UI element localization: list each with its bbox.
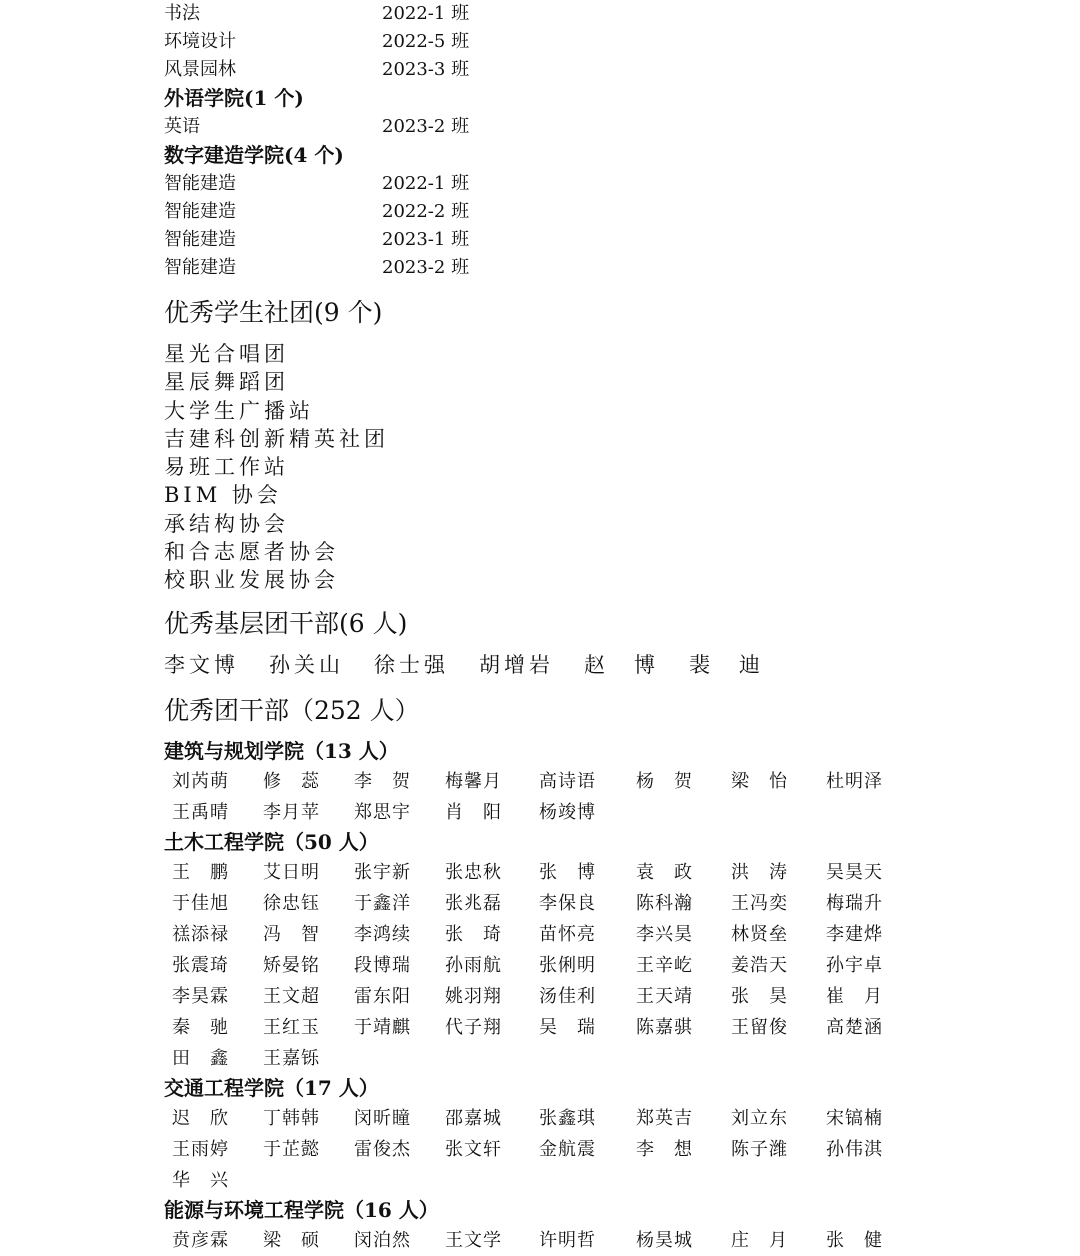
cadre-name-grid [164, 1225, 1064, 1256]
cadre-name: 张琦 [445, 923, 501, 945]
cadre-name: 杨贺 [636, 770, 692, 792]
cadre-name: 张俐明 [539, 954, 595, 976]
cadre-name: 李保良 [539, 892, 595, 914]
cadre-name: 禚添禄 [172, 923, 228, 945]
cadre-name: 高诗语 [539, 770, 595, 792]
class-name: 2023-2 班 [382, 116, 470, 137]
cadre-name: 艾日明 [263, 861, 319, 883]
cadre-name: 杨昊城 [636, 1229, 692, 1251]
grassroots-name: 徐士强 [374, 652, 449, 677]
cadre-name: 梁硕 [263, 1229, 319, 1251]
cadre-name: 袁政 [636, 861, 692, 883]
major-name: 智能建造 [164, 229, 236, 250]
cadre-name: 姚羽翔 [445, 985, 501, 1007]
cadre-name: 杜明泽 [826, 770, 882, 792]
cadre-name: 雷东阳 [354, 985, 410, 1007]
cadre-name: 李想 [636, 1138, 692, 1160]
grassroots-name: 胡增岩 [479, 652, 554, 677]
cadre-name: 邵嘉城 [445, 1107, 501, 1129]
club-item: 和合志愿者协会 [164, 540, 339, 565]
cadre-name: 张鑫琪 [539, 1107, 595, 1129]
club-item: 大学生广播站 [164, 398, 314, 423]
cadre-college-block [164, 828, 1064, 1074]
cadre-name: 刘芮萌 [172, 770, 228, 792]
cadre-name: 肖阳 [445, 801, 501, 823]
cadre-college-block [164, 1196, 1064, 1256]
cadre-name: 洪涛 [731, 861, 787, 883]
cadre-college-block [164, 1074, 1064, 1196]
cadre-name: 孙伟淇 [826, 1138, 882, 1160]
cadre-name: 王冯奕 [731, 892, 787, 914]
major-name: 书法 [164, 3, 200, 24]
cadre-name: 闵昕瞳 [354, 1107, 410, 1129]
cadre-name: 陈子潍 [731, 1138, 787, 1160]
cadre-name: 孙宇卓 [826, 954, 882, 976]
class-name: 2023-2 班 [382, 257, 470, 278]
class-row [164, 198, 1064, 226]
cadre-name-row [164, 1012, 1064, 1043]
class-row [164, 254, 1064, 282]
class-row [164, 170, 1064, 198]
cadre-name: 于靖麒 [354, 1016, 410, 1038]
cadre-name: 矫晏铭 [263, 954, 319, 976]
cadre-name: 李贺 [354, 770, 410, 792]
class-name: 2023-3 班 [382, 59, 470, 80]
cadre-name: 王辛屹 [636, 954, 692, 976]
cadre-name: 林贤垒 [731, 923, 787, 945]
cadre-name: 张震琦 [172, 954, 228, 976]
grassroots-name-list [164, 650, 1064, 680]
club-item: 星辰舞蹈团 [164, 370, 289, 395]
class-list [164, 113, 1064, 141]
cadre-name: 段博瑞 [354, 954, 410, 976]
class-name: 2022-2 班 [382, 201, 470, 222]
cadre-name: 庄月 [731, 1229, 787, 1251]
major-name: 智能建造 [164, 257, 236, 278]
college-heading: 外语学院(1 个) [164, 86, 304, 110]
cadre-name-row [164, 766, 1064, 797]
cadre-name: 王天靖 [636, 985, 692, 1007]
cadre-name: 王嘉铄 [263, 1047, 319, 1069]
cadre-name: 迟欣 [172, 1107, 228, 1129]
cadre-name: 于佳旭 [172, 892, 228, 914]
cadre-name-grid [164, 857, 1064, 1074]
cadre-name: 吴瑞 [539, 1016, 595, 1038]
grassroots-name: 裴 迪 [689, 652, 764, 677]
cadre-name: 雷俊杰 [354, 1138, 410, 1160]
cadre-name: 秦驰 [172, 1016, 228, 1038]
cadre-name: 张宇新 [354, 861, 410, 883]
section-title-grassroots: 优秀基层团干部(6 人) [164, 608, 408, 638]
class-name: 2022-1 班 [382, 3, 470, 24]
major-name: 风景园林 [164, 59, 236, 80]
cadre-name: 王文学 [445, 1229, 501, 1251]
cadre-name: 许明哲 [539, 1229, 595, 1251]
college-heading: 建筑与规划学院（13 人） [164, 738, 399, 763]
class-row [164, 56, 1064, 84]
cadre-name: 宋镐楠 [826, 1107, 882, 1129]
college-heading: 土木工程学院（50 人） [164, 829, 379, 854]
college-digital [164, 141, 1064, 282]
cadre-name: 张健 [826, 1229, 882, 1251]
document-page [164, 0, 1064, 1256]
cadre-name: 陈科瀚 [636, 892, 692, 914]
cadre-name: 姜浩天 [731, 954, 787, 976]
cadre-name-row [164, 857, 1064, 888]
cadre-name: 高楚涵 [826, 1016, 882, 1038]
cadre-name: 王鹏 [172, 861, 228, 883]
class-list-top [164, 0, 1064, 84]
cadre-name: 张忠秋 [445, 861, 501, 883]
class-row [164, 113, 1064, 141]
college-heading: 数字建造学院(4 个) [164, 143, 344, 167]
cadre-name: 梅馨月 [445, 770, 501, 792]
club-list [164, 340, 1064, 595]
major-name: 智能建造 [164, 201, 236, 222]
grassroots-name: 赵 博 [584, 652, 659, 677]
cadre-name: 吴昊天 [826, 861, 882, 883]
major-name: 英语 [164, 116, 200, 137]
section-title-clubs: 优秀学生社团(9 个) [164, 298, 383, 327]
cadre-name: 张昊 [731, 985, 787, 1007]
cadre-name: 梁怡 [731, 770, 787, 792]
cadre-name-row [164, 919, 1064, 950]
class-row [164, 226, 1064, 254]
cadre-name-row [164, 797, 1064, 828]
class-name: 2023-1 班 [382, 229, 470, 250]
cadre-name: 于芷懿 [263, 1138, 319, 1160]
cadre-name: 金航震 [539, 1138, 595, 1160]
cadre-name: 李鸿续 [354, 923, 410, 945]
cadre-name-row [164, 1103, 1064, 1134]
class-row [164, 28, 1064, 56]
cadre-name: 王文超 [263, 985, 319, 1007]
college-heading: 交通工程学院（17 人） [164, 1075, 379, 1100]
club-item: BIM 协会 [164, 483, 282, 508]
cadre-name-grid [164, 1103, 1064, 1196]
cadre-name: 苗怀亮 [539, 923, 595, 945]
cadre-name-grid [164, 766, 1064, 828]
club-item: 承结构协会 [164, 511, 289, 536]
cadre-name: 王禹晴 [172, 801, 228, 823]
cadre-name: 李月苹 [263, 801, 319, 823]
major-name: 环境设计 [164, 31, 236, 52]
cadre-name: 郑英吉 [636, 1107, 692, 1129]
cadre-name: 闵泊然 [354, 1229, 410, 1251]
cadre-name: 刘立东 [731, 1107, 787, 1129]
cadre-name: 李昊霖 [172, 985, 228, 1007]
cadre-name: 郑思宇 [354, 801, 410, 823]
cadre-name: 陈嘉骐 [636, 1016, 692, 1038]
cadre-name: 梅瑞升 [826, 892, 882, 914]
cadre-name: 徐忠钰 [263, 892, 319, 914]
cadre-name: 汤佳利 [539, 985, 595, 1007]
club-item: 星光合唱团 [164, 342, 289, 366]
cadre-name-row [164, 1043, 1064, 1074]
cadre-name-row [164, 1225, 1064, 1256]
major-name: 智能建造 [164, 173, 236, 194]
cadre-name-row [164, 1165, 1064, 1196]
class-list [164, 170, 1064, 282]
cadre-colleges [164, 737, 1064, 1256]
club-item: 吉建科创新精英社团 [164, 426, 389, 451]
cadre-name: 于鑫洋 [354, 892, 410, 914]
cadre-name: 张博 [539, 861, 595, 883]
cadre-name: 贲彦霖 [172, 1229, 228, 1251]
cadre-college-block [164, 737, 1064, 828]
cadre-name: 李建烨 [826, 923, 882, 945]
cadre-name: 崔月 [826, 985, 882, 1007]
cadre-name: 丁韩韩 [263, 1107, 319, 1129]
class-name: 2022-5 班 [382, 31, 470, 52]
cadre-name: 冯智 [263, 923, 319, 945]
class-row [164, 0, 1064, 28]
cadre-name: 修蕊 [263, 770, 319, 792]
cadre-name: 华兴 [172, 1169, 228, 1191]
college-foreign-lang [164, 84, 1064, 141]
grassroots-name: 李文博 [164, 652, 239, 677]
cadre-name: 田鑫 [172, 1047, 228, 1069]
cadre-name: 张兆磊 [445, 892, 501, 914]
club-item: 易班工作站 [164, 455, 289, 480]
section-title-cadres: 优秀团干部（252 人） [164, 695, 420, 725]
cadre-name: 王红玉 [263, 1016, 319, 1038]
cadre-name-row [164, 888, 1064, 919]
club-item: 校职业发展协会 [164, 568, 339, 593]
cadre-name: 孙雨航 [445, 954, 501, 976]
cadre-name-row [164, 981, 1064, 1012]
cadre-name: 代子翔 [445, 1016, 501, 1038]
cadre-name-row [164, 1134, 1064, 1165]
cadre-name-row [164, 950, 1064, 981]
cadre-name: 杨竣博 [539, 801, 595, 823]
college-heading: 能源与环境工程学院（16 人） [164, 1197, 439, 1222]
grassroots-name: 孙关山 [269, 652, 344, 677]
cadre-name: 李兴昊 [636, 923, 692, 945]
class-name: 2022-1 班 [382, 173, 470, 194]
cadre-name: 张文轩 [445, 1138, 501, 1160]
cadre-name: 王留俊 [731, 1016, 787, 1038]
cadre-name: 王雨婷 [172, 1138, 228, 1160]
